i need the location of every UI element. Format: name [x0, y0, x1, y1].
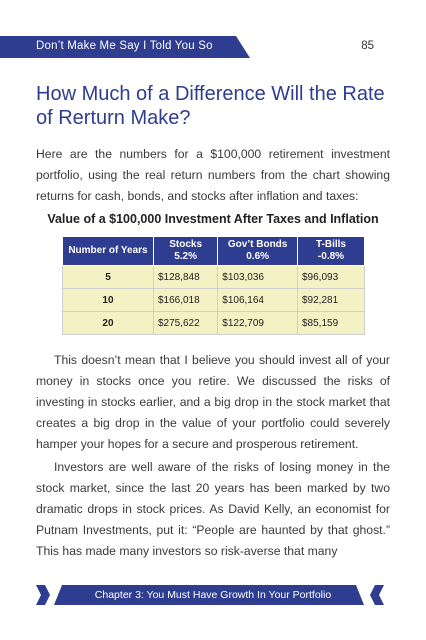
column-header-label: Stocks — [169, 239, 203, 250]
cell-years: 5 — [63, 266, 154, 289]
column-header-label: Gov’t Bonds — [227, 239, 288, 250]
cell-tbills: $92,281 — [297, 289, 364, 312]
paragraph-risks: This doesn’t mean that I believe you should invest all of your money in stocks once you retire. We discussed the risks of investing in stocks earlier, and a big drop in the stock market that creates a big drop in the value of your portfolio could severely hamper your hopes for a secure and prosperous retirement. — [36, 353, 390, 451]
investment-table — [62, 236, 365, 335]
page-number: 85 — [361, 40, 374, 52]
cell-tbills: $96,093 — [297, 266, 364, 289]
paragraph-investors: Investors are well aware of the risks of losing money in the stock market, since the last 20 years has been marked by two dramatic drops in stock prices. As David Kelly, an economist for Putnam Investments, put it: “People are haunted by that ghost.” This has made many investors so risk-averse that many — [36, 460, 390, 558]
column-header-bonds — [218, 237, 298, 266]
cell-tbills: $85,159 — [297, 312, 364, 335]
cell-bonds: $103,036 — [218, 266, 298, 289]
paragraph-intro: Here are the numbers for a $100,000 retirement investment portfolio, using the real return numbers from the chart showing returns for cash, bonds, and stocks after inflation and taxes: — [36, 147, 390, 203]
column-header-tbills — [297, 237, 364, 266]
chapter-title: Chapter 3: You Must Have Growth In Your Portfolio — [94, 589, 332, 601]
table-title: Value of a $100,000 Investment After Taxes and Inflation — [47, 212, 379, 226]
column-header-years — [63, 237, 154, 266]
column-header-label: Number of Years — [68, 245, 148, 256]
column-header-stocks — [153, 237, 217, 266]
table-header-row — [63, 237, 365, 266]
cell-stocks: $166,018 — [153, 289, 217, 312]
cell-stocks: $128,848 — [153, 266, 217, 289]
column-header-label: T-Bills — [315, 239, 346, 250]
running-header — [0, 36, 426, 58]
cell-bonds: $122,709 — [218, 312, 298, 335]
cell-years: 10 — [63, 289, 154, 312]
running-footer — [0, 585, 426, 605]
column-header-rate: 0.6% — [246, 251, 270, 262]
table-row — [63, 266, 365, 289]
column-header-rate: -0.8% — [317, 251, 345, 262]
cell-bonds: $106,164 — [218, 289, 298, 312]
cell-stocks: $275,622 — [153, 312, 217, 335]
book-title: Don’t Make Me Say I Told You So — [36, 40, 213, 52]
table-row — [63, 289, 365, 312]
cell-years: 20 — [63, 312, 154, 335]
section-heading: How Much of a Difference Will the Rate of Rerturn Make? — [36, 83, 385, 129]
column-header-rate: 5.2% — [174, 251, 198, 262]
table-row — [63, 312, 365, 335]
